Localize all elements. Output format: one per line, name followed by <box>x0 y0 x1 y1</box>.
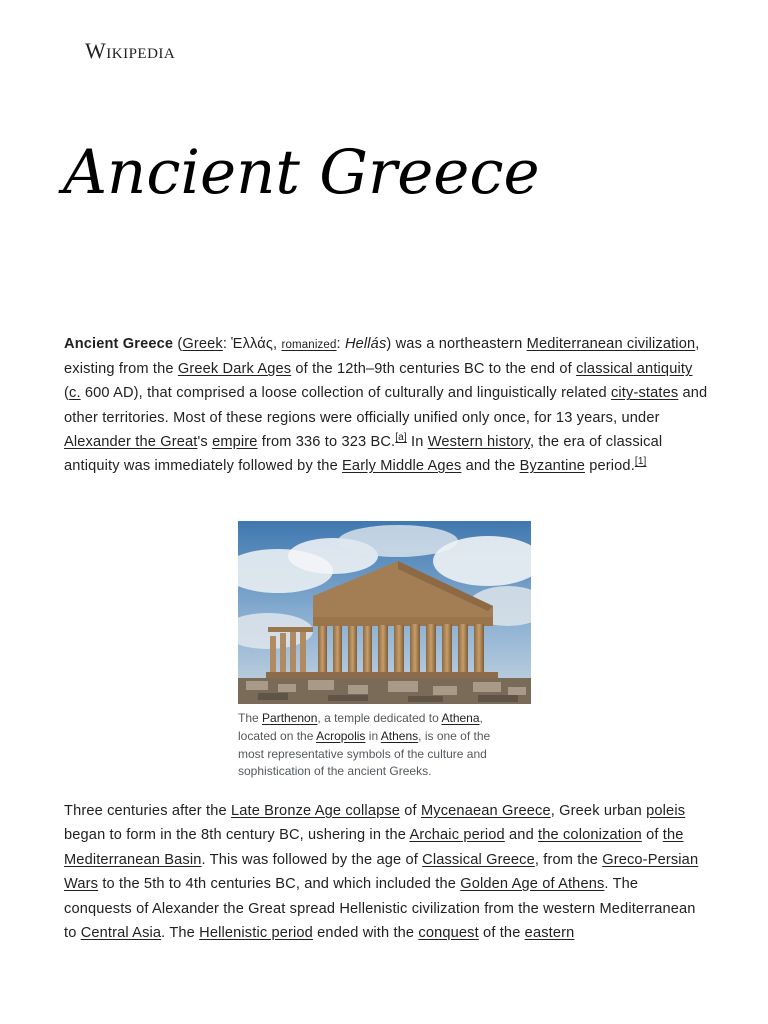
link-alexander-the-great[interactable]: Alexander the Great <box>64 433 198 450</box>
link-western-history[interactable]: Western history <box>427 433 530 450</box>
link-early-middle-ages[interactable]: Early Middle Ages <box>342 458 462 475</box>
link-greek-dark-ages[interactable]: Greek Dark Ages <box>177 361 292 378</box>
link-athena[interactable]: Athena <box>441 711 480 725</box>
link-late-bronze-age-collapse[interactable]: Late Bronze Age collapse <box>230 803 401 819</box>
link-acropolis[interactable]: Acropolis <box>316 728 366 743</box>
link-mediterranean-civilization[interactable]: Mediterranean civilization <box>526 336 696 352</box>
link-hellenistic-period[interactable]: Hellenistic period <box>199 925 313 942</box>
link-the-colonization[interactable]: the colonization <box>538 827 642 844</box>
link-archaic-period[interactable]: Archaic period <box>409 827 505 844</box>
link-city-states[interactable]: city-states <box>610 385 679 402</box>
wikipedia-wordmark[interactable]: Wikipedia <box>85 38 176 63</box>
link-greek[interactable]: Greek <box>182 336 223 352</box>
link-athens[interactable]: Athens <box>380 728 419 743</box>
reference-1[interactable]: [1] <box>634 456 647 468</box>
link-mycenaean-greece[interactable]: Mycenaean Greece <box>420 803 551 819</box>
link-classical-greece[interactable]: Classical Greece <box>422 851 535 868</box>
reference-a[interactable]: [a] <box>395 431 407 443</box>
parthenon-figure <box>238 521 531 781</box>
hellas-transliteration: Hellás <box>344 336 387 352</box>
body-paragraph-2: Three centuries after the Late Bronze Age collapse of Mycenaean Greece, Greek urban poleis began to form in the 8th century BC, ushering in the Archaic period and the colonization of the Mediterranean Basin. This was followed by the age of Classical Greece, from the Greco-Persian Wars to the 5th to 4th centuries BC, and which included the Golden Age of Athens. The conquests of Alexander the Great spread Hellenistic civilization from the western Mediterranean to Central Asia. The Hellenistic period ended with the conquest of the eastern <box>64 803 699 942</box>
page-title: Ancient Greece <box>63 137 540 208</box>
link-golden-age-of-athens[interactable]: Golden Age of Athens <box>460 876 605 893</box>
link-circa[interactable]: c. <box>69 385 81 402</box>
link-central-asia[interactable]: Central Asia <box>80 925 162 942</box>
link-greco-persian-wars[interactable]: Greco-Persian Wars <box>64 851 699 893</box>
link-romanized[interactable]: romanized <box>281 339 337 351</box>
link-empire[interactable]: empire <box>212 433 258 450</box>
link-poleis[interactable]: poleis <box>646 803 686 819</box>
parthenon-photo[interactable] <box>238 521 531 704</box>
link-mediterranean-basin[interactable]: the Mediterranean Basin <box>64 827 684 868</box>
link-conquest[interactable]: conquest <box>418 925 479 942</box>
link-classical-antiquity[interactable]: classical antiquity <box>576 361 693 378</box>
link-byzantine[interactable]: Byzantine <box>519 458 586 475</box>
article-subject: Ancient Greece <box>64 336 174 352</box>
lead-paragraph: Ancient Greece (Greek: Ἑλλάς, romanized: Hellás) was a northeastern Mediterranean civilization, existing from the Greek Dark Ages of the 12th–9th centuries BC to the end of classical antiquity (c. 600 AD), that comprised a loose collection of culturally and linguistically related city-states and other territories. Most of these regions were officially unified only once, for 13 years, under Alexander the Great's empire from 336 to 323 BC.[a] In Western history, the era of classical antiquity was immediately followed by the Early Middle Ages and the Byzantine period.[1] <box>64 336 708 475</box>
link-eastern[interactable]: eastern <box>524 925 575 942</box>
link-parthenon[interactable]: Parthenon <box>262 711 318 725</box>
figure-caption: The Parthenon, a temple dedicated to Athena, located on the Acropolis in Athens, is one of the most representative symbols of the culture and sophistication of the ancient Greeks. <box>238 711 491 779</box>
